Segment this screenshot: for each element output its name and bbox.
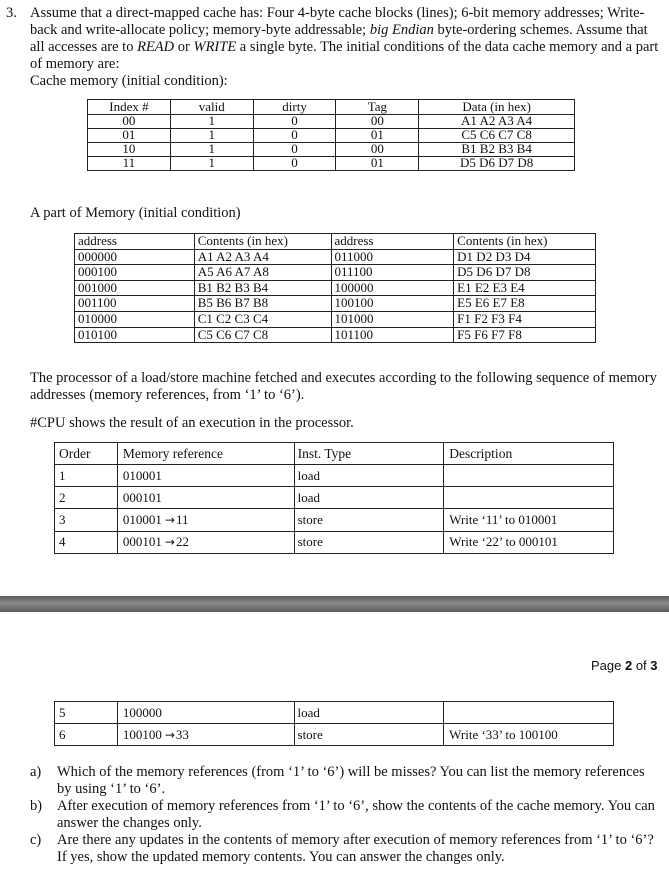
memory-reference-value: 33: [175, 726, 189, 742]
memory-reference-value: 22: [175, 534, 189, 550]
cpu-note: #CPU shows the result of an execution in the processor.: [30, 415, 354, 431]
memory-reference-cell: [117, 487, 294, 509]
cache-cell: 1: [170, 143, 253, 157]
cache-cell: 1: [170, 115, 253, 129]
sub-question-item: [30, 832, 660, 866]
memory-row: [75, 296, 596, 312]
description-cell: [444, 487, 614, 509]
memory-header-cell: address: [75, 234, 195, 250]
memory-cell: A1 A2 A3 A4: [194, 249, 331, 265]
cache-cell: C5 C6 C7 C8: [419, 129, 575, 143]
cache-header-row: [88, 100, 575, 115]
memory-reference-address: 010001: [122, 467, 162, 483]
arrow-icon: →: [164, 512, 175, 527]
memory-cell: 010100: [75, 327, 195, 343]
cache-header-cell: dirty: [253, 100, 336, 115]
cache-header-cell: Index #: [88, 100, 171, 115]
intro-line-3: all accesses are to READ or WRITE a single byte. The initial conditions of the data cache memory and a part: [30, 39, 659, 55]
memory-reference-address: 100100: [122, 726, 162, 742]
inst-type-cell: store: [294, 509, 444, 531]
sequence-header-cell: Order: [55, 443, 118, 465]
sub-question-label: a): [30, 764, 42, 780]
cache-cell: 01: [88, 129, 171, 143]
cache-cell: B1 B2 B3 B4: [419, 143, 575, 157]
inst-type-cell: store: [294, 531, 444, 553]
memory-cell: 000000: [75, 249, 195, 265]
question-intro: [30, 5, 660, 90]
order-cell: 1: [55, 465, 118, 487]
sequence-header-cell: Memory reference: [117, 443, 294, 465]
cache-table: [87, 99, 575, 171]
sequence-table-continued: [54, 701, 614, 746]
memory-cell: 101000: [331, 311, 454, 327]
description-cell: [444, 465, 614, 487]
memory-header-cell: Contents (in hex): [194, 234, 331, 250]
sequence-row: [55, 702, 614, 724]
cache-cell: 0: [253, 157, 336, 171]
sequence-table: [54, 442, 614, 554]
memory-cell: B5 B6 B7 B8: [194, 296, 331, 312]
memory-cell: D1 D2 D3 D4: [454, 249, 596, 265]
cache-header-cell: Tag: [336, 100, 419, 115]
inst-type-cell: load: [294, 702, 444, 724]
cache-cell: 01: [336, 129, 419, 143]
memory-cell: 010000: [75, 311, 195, 327]
sequence-header-row: [55, 443, 614, 465]
cache-cell: 0: [253, 115, 336, 129]
sub-question-text: Which of the memory references (from ‘1’ to ‘6’) will be misses? You can list the memory references by using ‘1’ to ‘6’.: [57, 764, 645, 797]
memory-row: [75, 249, 596, 265]
sub-question-text: Are there any updates in the contents of memory after execution of memory references from ‘1’ to ‘6’? If yes, show the updated memory contents. You can answer the changes only.: [57, 832, 654, 865]
memory-header-cell: address: [331, 234, 454, 250]
memory-reference-cell: [117, 531, 294, 553]
sub-question-item: [30, 798, 660, 832]
memory-row: [75, 311, 596, 327]
order-cell: 6: [55, 724, 118, 746]
memory-header-row: [75, 234, 596, 250]
sub-question-label: b): [30, 798, 43, 814]
memory-cell: B1 B2 B3 B4: [194, 280, 331, 296]
processor-line-2: addresses (memory references, from ‘1’ to ‘6’).: [30, 387, 305, 403]
page-break-divider: [0, 596, 669, 612]
memory-cell: 000100: [75, 265, 195, 281]
cache-cell: 11: [88, 157, 171, 171]
cache-cell: 01: [336, 157, 419, 171]
memory-cell: 100000: [331, 280, 454, 296]
cache-cell: 0: [253, 143, 336, 157]
sequence-row: [55, 531, 614, 553]
memory-table: [74, 233, 596, 343]
memory-cell: E1 E2 E3 E4: [454, 280, 596, 296]
sequence-row: [55, 509, 614, 531]
arrow-icon: →: [164, 535, 175, 550]
cache-cell: 00: [336, 143, 419, 157]
memory-row: [75, 265, 596, 281]
intro-line-2: back and write-allocate policy; memory-byte addressable; big Endian byte-ordering schemes. Assume that: [30, 22, 648, 38]
memory-cell: 100100: [331, 296, 454, 312]
cache-cell: 00: [336, 115, 419, 129]
cache-cell: D5 D6 D7 D8: [419, 157, 575, 171]
memory-reference-cell: [117, 724, 294, 746]
processor-description: [30, 370, 660, 404]
order-cell: 4: [55, 531, 118, 553]
cache-cell: 1: [170, 129, 253, 143]
cache-caption: Cache memory (initial condition):: [30, 73, 228, 89]
cache-cell: 10: [88, 143, 171, 157]
description-cell: Write ‘22’ to 000101: [444, 531, 614, 553]
page-number: Page 2 of 3: [591, 658, 658, 673]
memory-header-cell: Contents (in hex): [454, 234, 596, 250]
sub-question-item: [30, 764, 660, 798]
sub-questions: [30, 764, 660, 866]
memory-caption: A part of Memory (initial condition): [30, 205, 241, 221]
memory-reference-address: 010001: [122, 511, 162, 527]
memory-cell: E5 E6 E7 E8: [454, 296, 596, 312]
memory-row: [75, 327, 596, 343]
cache-header-cell: valid: [170, 100, 253, 115]
memory-row: [75, 280, 596, 296]
memory-cell: 011100: [331, 265, 454, 281]
sequence-row: [55, 487, 614, 509]
memory-cell: 011000: [331, 249, 454, 265]
sub-question-text: After execution of memory references from ‘1’ to ‘6’, show the contents of the cache memory. You can answer the changes only.: [57, 798, 655, 831]
memory-reference-cell: [117, 465, 294, 487]
memory-reference-address: 000101: [122, 489, 162, 505]
intro-line-4: of memory are:: [30, 56, 120, 72]
memory-cell: 001000: [75, 280, 195, 296]
memory-cell: F1 F2 F3 F4: [454, 311, 596, 327]
arrow-icon: →: [164, 727, 175, 742]
sub-question-label: c): [30, 832, 42, 848]
memory-reference-value: 11: [175, 511, 189, 527]
sequence-header-cell: Inst. Type: [294, 443, 444, 465]
inst-type-cell: load: [294, 465, 444, 487]
inst-type-cell: store: [294, 724, 444, 746]
memory-reference-address: 100000: [122, 704, 162, 720]
memory-reference-address: 000101: [122, 534, 162, 550]
sequence-header-cell: Description: [444, 443, 614, 465]
inst-type-cell: load: [294, 487, 444, 509]
cache-cell: A1 A2 A3 A4: [419, 115, 575, 129]
memory-cell: C5 C6 C7 C8: [194, 327, 331, 343]
memory-cell: F5 F6 F7 F8: [454, 327, 596, 343]
memory-cell: 001100: [75, 296, 195, 312]
question-number: 3.: [6, 5, 17, 21]
description-cell: [444, 702, 614, 724]
processor-line-1: The processor of a load/store machine fetched and executes according to the following sequence of memory: [30, 370, 657, 386]
description-cell: Write ‘11’ to 010001: [444, 509, 614, 531]
memory-cell: D5 D6 D7 D8: [454, 265, 596, 281]
sequence-row: [55, 465, 614, 487]
order-cell: 3: [55, 509, 118, 531]
memory-cell: A5 A6 A7 A8: [194, 265, 331, 281]
intro-line-1: Assume that a direct-mapped cache has: Four 4-byte cache blocks (lines); 6-bit memory addresses; Write-: [30, 5, 645, 21]
memory-cell: C1 C2 C3 C4: [194, 311, 331, 327]
cache-cell: 1: [170, 157, 253, 171]
memory-reference-cell: [117, 509, 294, 531]
cache-cell: 0: [253, 129, 336, 143]
order-cell: 5: [55, 702, 118, 724]
memory-cell: 101100: [331, 327, 454, 343]
cache-row: [88, 157, 575, 171]
cache-header-cell: Data (in hex): [419, 100, 575, 115]
order-cell: 2: [55, 487, 118, 509]
description-cell: Write ‘33’ to 100100: [444, 724, 614, 746]
sequence-row: [55, 724, 614, 746]
cache-cell: 00: [88, 115, 171, 129]
memory-reference-cell: [117, 702, 294, 724]
